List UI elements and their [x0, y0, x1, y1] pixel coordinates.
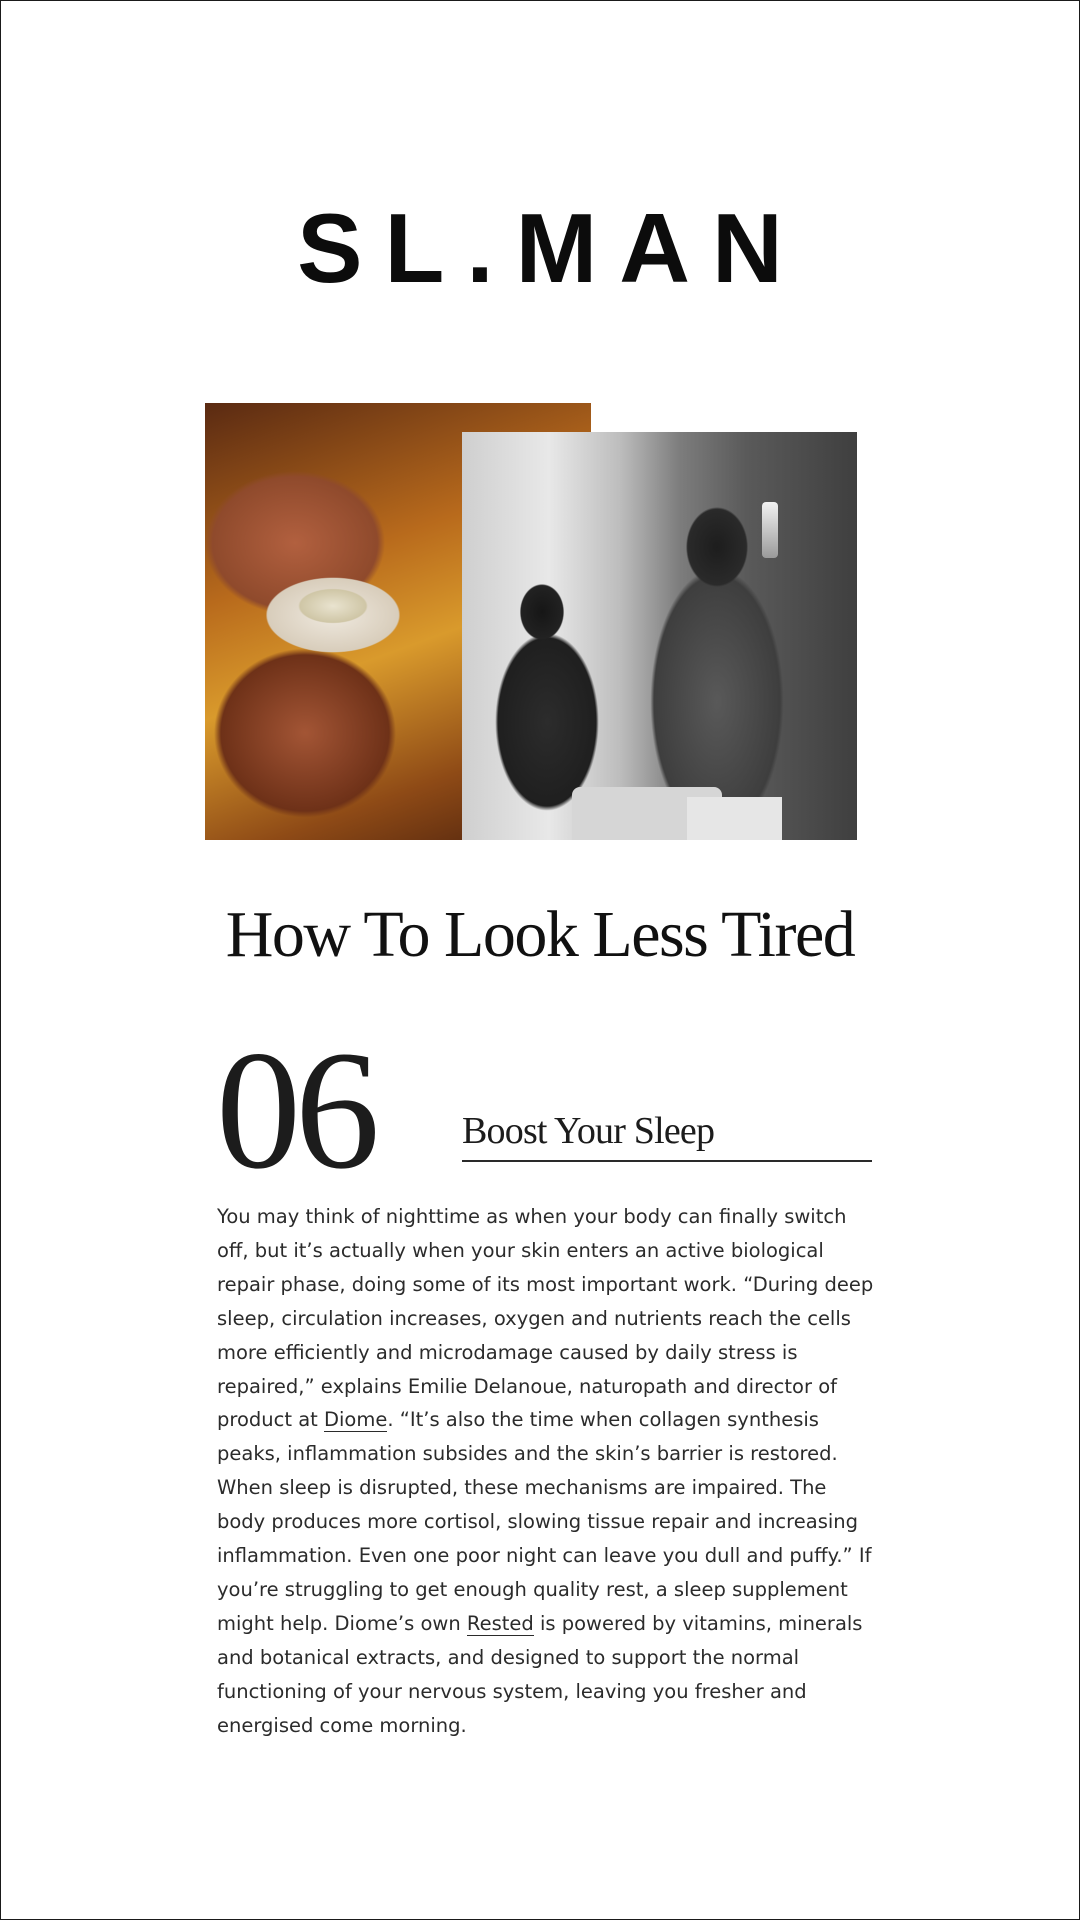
article-title: How To Look Less Tired — [225, 898, 855, 971]
wall-sconce-shape — [762, 502, 778, 558]
section-number: 06 — [216, 1016, 374, 1204]
diome-link[interactable]: Diome — [324, 1408, 388, 1432]
rested-link[interactable]: Rested — [466, 1611, 534, 1635]
shorts-shape — [687, 797, 782, 840]
brand-logo[interactable]: SL.MAN — [297, 193, 805, 303]
body-text-part-3: is powered by vitamins, minerals and botanical extracts, and designed to support the normal functioning of your nervous system, leaving you fresher and energised come morning. — [217, 1611, 863, 1737]
section-heading: Boost Your Sleep — [462, 1108, 872, 1162]
body-text-part-1: You may think of nighttime as when your body can finally switch off, but it’s actually when your skin enters an active biological repair phase, doing some of its most important work. “During deep sleep, circulation increases, oxygen and nutrients reach the cells more efficiently and microdamage caused by daily stress is repaired,” explains Emilie Delanoue, naturopath and director of product at — [217, 1205, 874, 1432]
body-text-part-2: . “It’s also the time when collagen synthesis peaks, inflammation subsides and the skin’s barrier is restored. When sleep is disrupted, these mechanisms are impaired. The body produces more cortisol, slowing tissue repair and increasing inflammation. Even one poor night can leave you dull and puffy.” If you’re struggling to get enough quality rest, a sleep supplement might help. Diome’s own — [217, 1408, 872, 1635]
article-body — [217, 1200, 877, 1743]
bathroom-mirror-photo — [462, 432, 857, 840]
